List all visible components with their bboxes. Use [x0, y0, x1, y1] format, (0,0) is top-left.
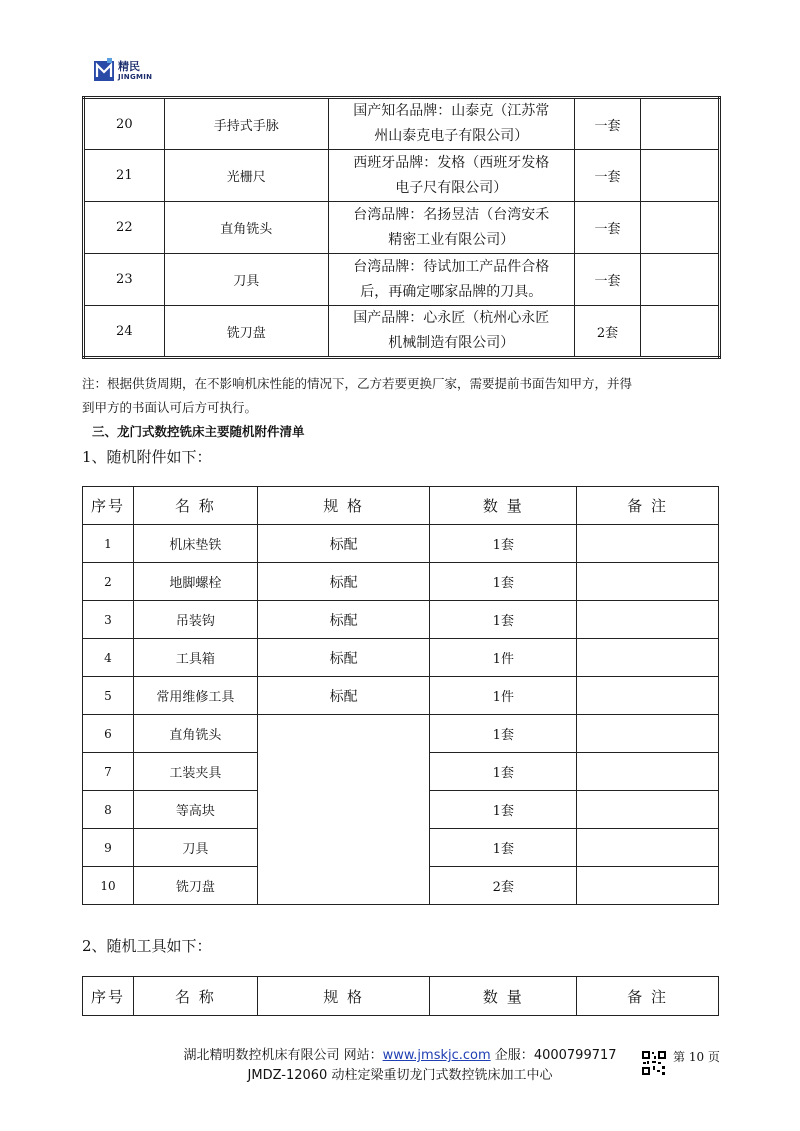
row-spec: 标配 — [257, 677, 430, 715]
row-name: 地脚螺栓 — [133, 563, 257, 601]
header-qty: 数 量 — [430, 487, 577, 525]
row-qty: 一套 — [574, 202, 641, 254]
row-remark — [577, 867, 719, 905]
header-qty: 数 量 — [430, 977, 577, 1016]
brand-line: 机械制造有限公司） — [388, 335, 515, 351]
footer-company: 湖北精明数控机床有限公司 网站： — [183, 1048, 383, 1063]
row-name: 常用维修工具 — [133, 677, 257, 715]
row-qty: 1件 — [430, 639, 577, 677]
row-empty — [641, 202, 720, 254]
row-brand — [328, 202, 574, 254]
row-name: 手持式手脉 — [164, 98, 328, 150]
row-no: 7 — [83, 753, 134, 791]
row-name: 刀具 — [133, 829, 257, 867]
row-brand — [328, 150, 574, 202]
header-name: 名 称 — [133, 487, 257, 525]
row-spec: 标配 — [257, 639, 430, 677]
row-qty: 1套 — [430, 601, 577, 639]
row-no: 2 — [83, 563, 134, 601]
section-heading: 三、龙门式数控铣床主要随机附件清单 — [92, 424, 305, 439]
row-qty: 1套 — [430, 753, 577, 791]
row-remark — [577, 563, 719, 601]
table-header-row — [83, 977, 719, 1016]
row-remark — [577, 601, 719, 639]
tools-table — [82, 976, 719, 1016]
row-empty — [641, 306, 720, 358]
brand-line: 后，再确定哪家品牌的刀具。 — [360, 283, 543, 300]
row-spec: 标配 — [257, 601, 430, 639]
table-row — [84, 150, 720, 202]
accessories-table — [82, 486, 719, 905]
jingmin-logo-icon — [94, 58, 114, 84]
page-number: 第 10 页 — [673, 1050, 720, 1064]
table-row — [84, 202, 720, 254]
subsection-heading: 2、随机工具如下： — [82, 937, 212, 955]
row-spec: 标配 — [257, 525, 430, 563]
footer-model-desc: 动柱定梁重切龙门式数控铣床加工中心 — [327, 1068, 553, 1083]
table-row — [83, 525, 719, 563]
table-header-row — [83, 487, 719, 525]
row-no: 22 — [84, 202, 165, 254]
row-qty: 1套 — [430, 791, 577, 829]
row-no: 3 — [83, 601, 134, 639]
row-name: 铣刀盘 — [133, 867, 257, 905]
note-line: 注：根据供货周期，在不影响机床性能的情况下，乙方若要更换厂家，需要提前书面告知甲方，并得 — [82, 376, 633, 391]
header-remark: 备 注 — [577, 977, 719, 1016]
row-qty: 2套 — [574, 306, 641, 358]
row-no: 10 — [83, 867, 134, 905]
row-remark — [577, 829, 719, 867]
row-qty: 一套 — [574, 254, 641, 306]
header-name: 名 称 — [133, 977, 257, 1016]
company-logo — [94, 58, 152, 84]
row-qty: 1套 — [430, 563, 577, 601]
row-remark — [577, 639, 719, 677]
row-remark — [577, 677, 719, 715]
table-row — [83, 563, 719, 601]
table-row — [84, 254, 720, 306]
table-row — [83, 639, 719, 677]
row-no: 9 — [83, 829, 134, 867]
row-no: 21 — [84, 150, 165, 202]
brand-table — [82, 96, 721, 359]
row-empty — [641, 254, 720, 306]
row-empty — [641, 150, 720, 202]
row-name: 机床垫铁 — [133, 525, 257, 563]
row-no: 5 — [83, 677, 134, 715]
row-remark — [577, 791, 719, 829]
header-spec: 规 格 — [257, 487, 430, 525]
brand-line: 精密工业有限公司） — [388, 231, 515, 248]
subsection-heading: 1、随机附件如下： — [82, 448, 212, 466]
header-no: 序号 — [83, 487, 134, 525]
footer-model-code: JMDZ-12060 — [247, 1068, 328, 1083]
row-qty: 1件 — [430, 677, 577, 715]
note-line: 到甲方的书面认可后方可执行。 — [82, 400, 258, 415]
brand-line: 台湾品牌：名扬昱洁（台湾安禾 — [353, 206, 550, 223]
table-row — [83, 601, 719, 639]
row-name: 铣刀盘 — [164, 306, 328, 358]
footer-phone: 4000799717 — [533, 1048, 617, 1063]
row-spec-merged — [257, 715, 430, 905]
brand-line: 国产知名品牌：山泰克（江苏常 — [353, 103, 550, 119]
row-qty: 1套 — [430, 525, 577, 563]
logo-cn-text: 精民 — [118, 60, 140, 73]
logo-en-text: JINGMIN — [118, 73, 153, 81]
header-remark: 备 注 — [577, 487, 719, 525]
footer-service-label: 企服： — [490, 1048, 534, 1063]
row-qty: 1套 — [430, 715, 577, 753]
row-brand — [328, 254, 574, 306]
table-row — [84, 306, 720, 358]
brand-line: 国产品牌：心永匠（杭州心永匠 — [353, 310, 550, 326]
row-qty: 1套 — [430, 829, 577, 867]
row-no: 20 — [84, 98, 165, 150]
header-spec: 规 格 — [257, 977, 430, 1016]
row-remark — [577, 525, 719, 563]
row-name: 吊装钩 — [133, 601, 257, 639]
row-no: 24 — [84, 306, 165, 358]
row-qty: 2套 — [430, 867, 577, 905]
supplier-note — [82, 372, 724, 420]
brand-line: 西班牙品牌：发格（西班牙发格 — [353, 154, 550, 171]
row-no: 23 — [84, 254, 165, 306]
row-brand — [328, 98, 574, 150]
brand-line: 州山泰克电子有限公司） — [374, 128, 529, 144]
table-row — [84, 98, 720, 150]
brand-line: 台湾品牌：待试加工产品件合格 — [353, 258, 550, 275]
table-row — [83, 715, 719, 753]
row-qty: 一套 — [574, 98, 641, 150]
row-empty — [641, 98, 720, 150]
row-name: 刀具 — [164, 254, 328, 306]
footer-model — [0, 1064, 800, 1083]
footer-website-link[interactable]: www.jmskjc.com — [382, 1048, 491, 1063]
row-name: 直角铣头 — [133, 715, 257, 753]
row-remark — [577, 715, 719, 753]
row-name: 等高块 — [133, 791, 257, 829]
row-name: 工具箱 — [133, 639, 257, 677]
row-brand — [328, 306, 574, 358]
row-no: 1 — [83, 525, 134, 563]
row-no: 8 — [83, 791, 134, 829]
row-no: 6 — [83, 715, 134, 753]
row-spec: 标配 — [257, 563, 430, 601]
row-qty: 一套 — [574, 150, 641, 202]
brand-line: 电子尺有限公司） — [395, 179, 508, 196]
row-name: 光栅尺 — [164, 150, 328, 202]
row-name: 直角铣头 — [164, 202, 328, 254]
table-row — [83, 677, 719, 715]
header-no: 序号 — [83, 977, 134, 1016]
row-remark — [577, 753, 719, 791]
row-no: 4 — [83, 639, 134, 677]
row-name: 工装夹具 — [133, 753, 257, 791]
